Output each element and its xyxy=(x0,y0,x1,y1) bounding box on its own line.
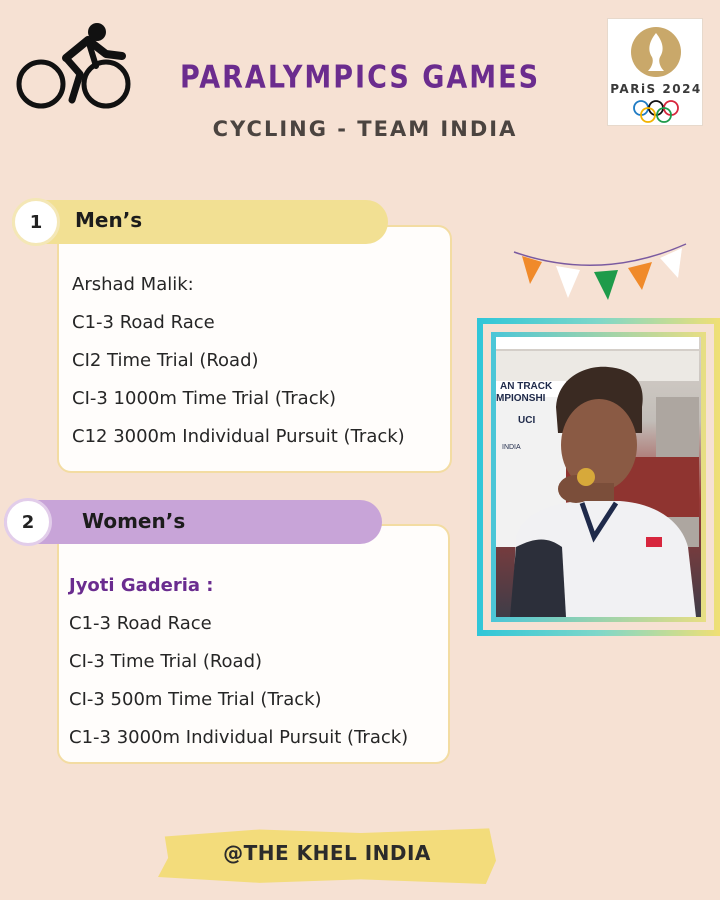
paris-2024-logo xyxy=(607,18,703,126)
page-subtitle: CYCLING - TEAM INDIA xyxy=(212,117,518,141)
bunting-decoration-icon xyxy=(510,238,690,308)
list-item: CI2 Time Trial (Road) xyxy=(72,350,259,371)
list-item: CI-3 500m Time Trial (Track) xyxy=(69,689,322,710)
list-item: C1-3 Road Race xyxy=(72,312,215,333)
list-item: CI-3 1000m Time Trial (Track) xyxy=(72,388,337,409)
list-item: C1-3 Road Race xyxy=(69,613,212,634)
uci-text: UCI xyxy=(518,415,536,426)
women-section-label: Women’s xyxy=(82,509,186,533)
olympic-flame-icon xyxy=(608,19,704,127)
women-event-list xyxy=(69,567,439,757)
banner-text-2: MPIONSHI xyxy=(496,393,546,404)
banner-text: AN TRACK xyxy=(500,381,553,392)
section-number-badge: 2 xyxy=(4,498,52,546)
athlete-name: Jyoti Gaderia : xyxy=(69,575,214,596)
page-title: PARALYMPICS GAMES xyxy=(179,59,541,96)
footer-handle[interactable]: @THE KHEL INDIA xyxy=(223,841,431,865)
men-section-label: Men’s xyxy=(75,208,143,232)
athlete-photo-frame xyxy=(477,318,720,636)
athlete-name: Arshad Malik: xyxy=(72,274,194,295)
list-item: C1-3 3000m Individual Pursuit (Track) xyxy=(69,727,409,748)
women-section-header xyxy=(4,500,382,544)
logo-text: PARiS 2024 xyxy=(610,82,702,96)
list-item: CI-3 Time Trial (Road) xyxy=(69,651,263,672)
athlete-photo xyxy=(496,337,701,617)
men-section-header xyxy=(12,200,388,244)
india-text: INDIA xyxy=(502,444,521,451)
list-item: C12 3000m Individual Pursuit (Track) xyxy=(72,426,405,447)
section-number-badge: 1 xyxy=(12,198,60,246)
men-event-list xyxy=(72,266,442,456)
